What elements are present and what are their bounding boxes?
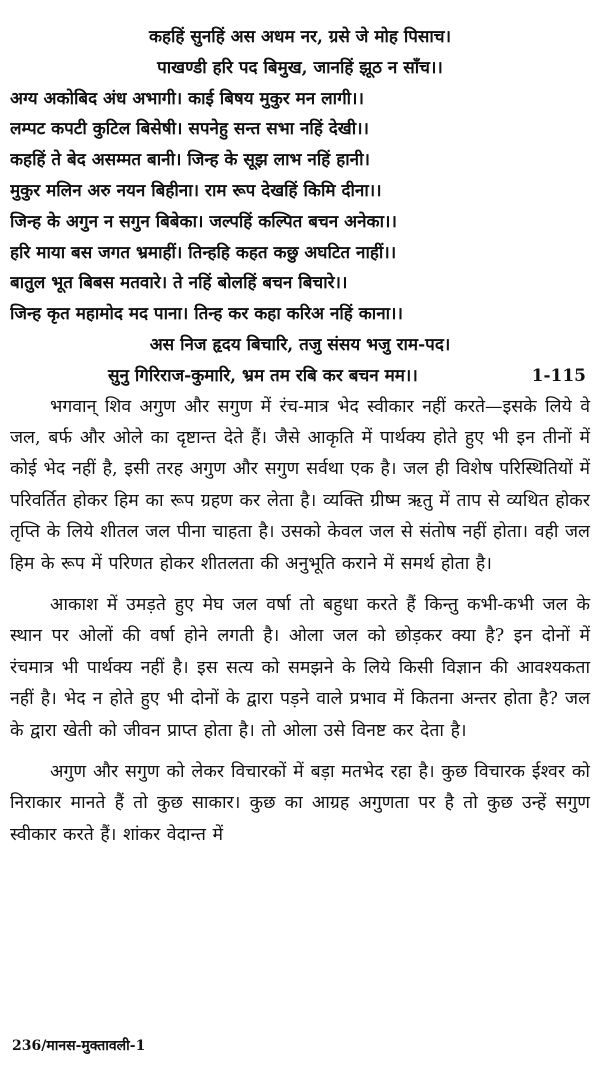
- verse-block: [10, 22, 590, 392]
- paragraph: आकाश में उमड़ते हुए मेघ जल वर्षा तो बहुधा करते हैं किन्तु कभी-कभी जल के स्थान पर ओलों की वर्षा होने लगती है। ओला जल को छोड़कर क्या है? इन दोनों में रंचमात्र भी पार्थक्य नहीं है। इस सत्य को समझने के लिये किसी विज्ञान की आवश्यकता नहीं है। भेद न होते हुए भी दोनों के द्वारा पड़ने वाले प्रभाव में कितना अन्तर होता है? जल के द्वारा खेती को जीवन प्राप्त होता है। तो ओला उसे विनष्ट कर देता है।: [10, 595, 590, 741]
- verse-reference: 1-115: [531, 365, 586, 386]
- chaupai-line: हरि माया बस जगत भ्रमाहीं। तिन्हहि कहत कछु अघटित नाहीं।।: [10, 242, 397, 263]
- chaupai-line: बातुल भूत बिबस मतवारे। ते नहिं बोलहिं बचन बिचारे।।: [10, 273, 348, 294]
- page-footer: 236/मानस-मुक्तावली-1: [12, 1038, 146, 1054]
- sortha-last-line: [10, 361, 590, 392]
- sortha-text: सुनु गिरिराज-कुमारि, भ्रम तम रबि कर बचन मम।।: [108, 365, 418, 386]
- paragraph: अगुण और सगुण को लेकर विचारकों में बड़ा मतभेद रहा है। कुछ विचारक ईश्वर को निराकार मानते हैं तो कुछ साकार। कुछ का आग्रह अगुणता पर है तो कुछ उन्हें सगुण स्वीकार करते हैं। शांकर वेदान्त में: [10, 762, 590, 845]
- chaupai-line: जिन्ह कृत महामोद मद पाना। तिन्ह कर कहा करिअ नहिं काना।।: [10, 304, 403, 325]
- paragraph: भगवान् शिव अगुण और सगुण में रंच-मात्र भेद स्वीकार नहीं करते—इसके लिये वे जल, बर्फ और ओले का दृष्टान्त देते हैं। जैसे आकृति में पार्थक्य होते हुए भी इन तीनों में कोई भेद नहीं है, इसी तरह अगुण और सगुण सर्वथा एक है। जल ही विशेष परिस्थितियों में परिवर्तित होकर हिम का रूप ग्रहण कर लेता है। व्यक्ति ग्रीष्म ऋतु में ताप से व्यथित होकर तृप्ति के लिये शीतल जल पीना चाहता है। उसको केवल जल से संतोष नहीं होता। वही जल हिम के रूप में परिणत होकर शीतलता की अनुभूति कराने में समर्थ होता है।: [10, 396, 590, 574]
- sortha-line: अस निज हृदय बिचारि, तजु संसय भजु राम-पद।: [149, 334, 451, 355]
- chaupai-line: जिन्ह के अगुन न सगुन बिबेका। जल्पहिं कल्पित बचन अनेका।।: [10, 211, 397, 232]
- chaupai-line: लम्पट कपटी कुटिल बिसेषी। सपनेहु सन्त सभा नहिं देखी।।: [10, 119, 369, 140]
- chaupai-line: अग्य अकोबिद अंध अभागी। काई बिषय मुकुर मन लागी।।: [10, 88, 364, 109]
- chaupai-line: कहहिं ते बेद असम्मत बानी। जिन्ह के सूझ लाभ नहिं हानी।: [10, 150, 370, 171]
- doha-line: पाखण्डी हरि पद बिमुख, जानहिं झूठ न साँच।।: [157, 57, 443, 78]
- commentary: [10, 392, 590, 852]
- chaupai-line: मुकुर मलिन अरु नयन बिहीना। राम रूप देखहिं किमि दीना।।: [10, 180, 382, 201]
- doha-line: कहहिं सुनहिं अस अधम नर, ग्रसे जे मोह पिसाच।: [148, 27, 452, 47]
